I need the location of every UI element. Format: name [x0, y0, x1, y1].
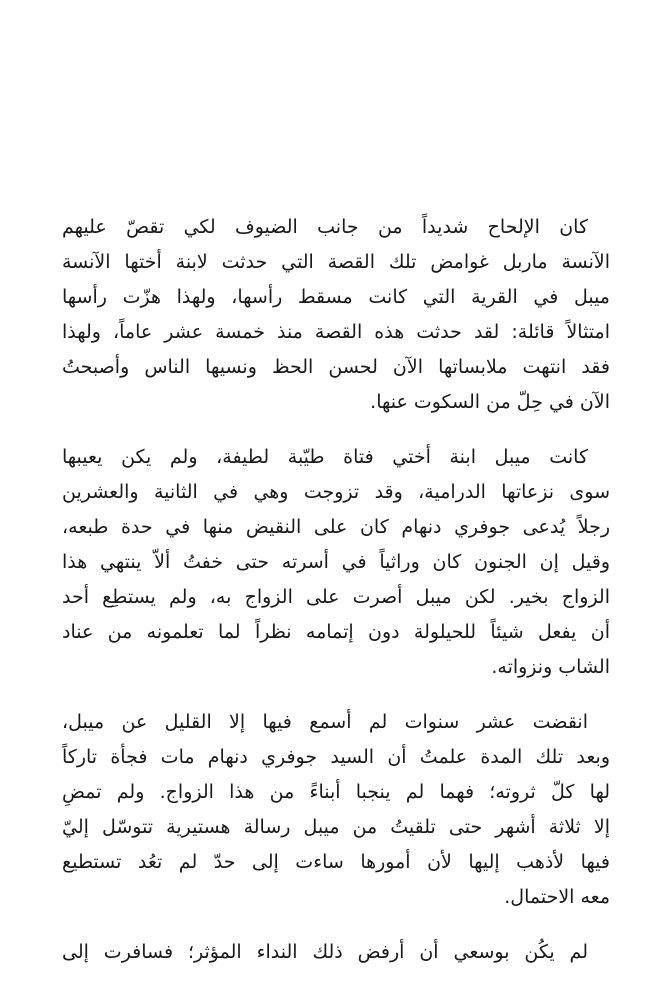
- story-text: [62, 210, 610, 990]
- text-line: وقيل إن الجنون كان وراثياً في أسرته حتى خفتُ ألاّ ينتهي هذا: [62, 551, 610, 573]
- text-line: الزواج بخير. لكن ميبل أصرت على الزواج به، ولم يستطِع أحد: [62, 586, 610, 608]
- paragraph-2: [62, 440, 610, 685]
- text-line: معه الاحتمال.: [504, 886, 610, 908]
- text-line: فيها لأذهب إليها لأن أمورها ساءت إلى حدّ لم تعُد تستطيع: [62, 851, 610, 873]
- text-line: رجلاً يُدعى جوفري دنهام كان على النقيض منها في حدة طبعه،: [62, 516, 610, 538]
- text-line: سوى نزعاتها الدرامية، وقد تزوجت وهي في الثانية والعشرين: [62, 481, 610, 503]
- text-line: الآن في حِلّ من السكوت عنها.: [370, 391, 610, 413]
- text-line: الشاب ونزواته.: [491, 656, 610, 678]
- text-line: ميبل في القرية التي كانت مسقط رأسها، ولهذا هزّت رأسها: [62, 286, 610, 308]
- paragraph-4: [62, 935, 610, 970]
- text-line: الآنسة ماربل غوامض تلك القصة التي حدثت لابنة أختها الآنسة: [62, 251, 610, 273]
- paragraph-3: [62, 705, 610, 915]
- paragraph-1: [62, 210, 610, 420]
- text-line: امتثالاً قائلة: لقد حدثت هذه القصة منذ خمسة عشر عاماً، ولهذا: [62, 321, 610, 343]
- text-line: كانت ميبل ابنة أختي فتاة طيّبة لطيفة، ولم يكن يعيبها: [62, 446, 588, 468]
- text-line: لم يكُن بوسعي أن أرفض ذلك النداء المؤثر؛ فسافرت إلى: [62, 941, 588, 963]
- text-line: وبعد تلك المدة علمتُ أن السيد جوفري دنهام مات فجأة تاركاً: [62, 746, 610, 768]
- text-line: كان الإلحاح شديداً من جانب الضيوف لكي تقصّ عليهم: [62, 216, 588, 238]
- text-line: أن يفعل شيئاً للحيلولة دون إتمامه نظراً لما تعلمونه من عناد: [62, 621, 610, 643]
- text-line: لها كلّ ثروته؛ فهما لم ينجبا أبناءً من هذا الزواج. ولم تمضِ: [62, 781, 610, 803]
- text-line: فقد انتهت ملابساتها الآن لحسن الحظ ونسيها الناس وأصبحتُ: [62, 356, 610, 378]
- text-line: انقضت عشر سنوات لم أسمع فيها إلا القليل عن ميبل،: [62, 711, 588, 733]
- text-line: إلا ثلاثة أشهر حتى تلقيتُ من ميبل رسالة هستيرية تتوسّل إليّ: [62, 816, 610, 838]
